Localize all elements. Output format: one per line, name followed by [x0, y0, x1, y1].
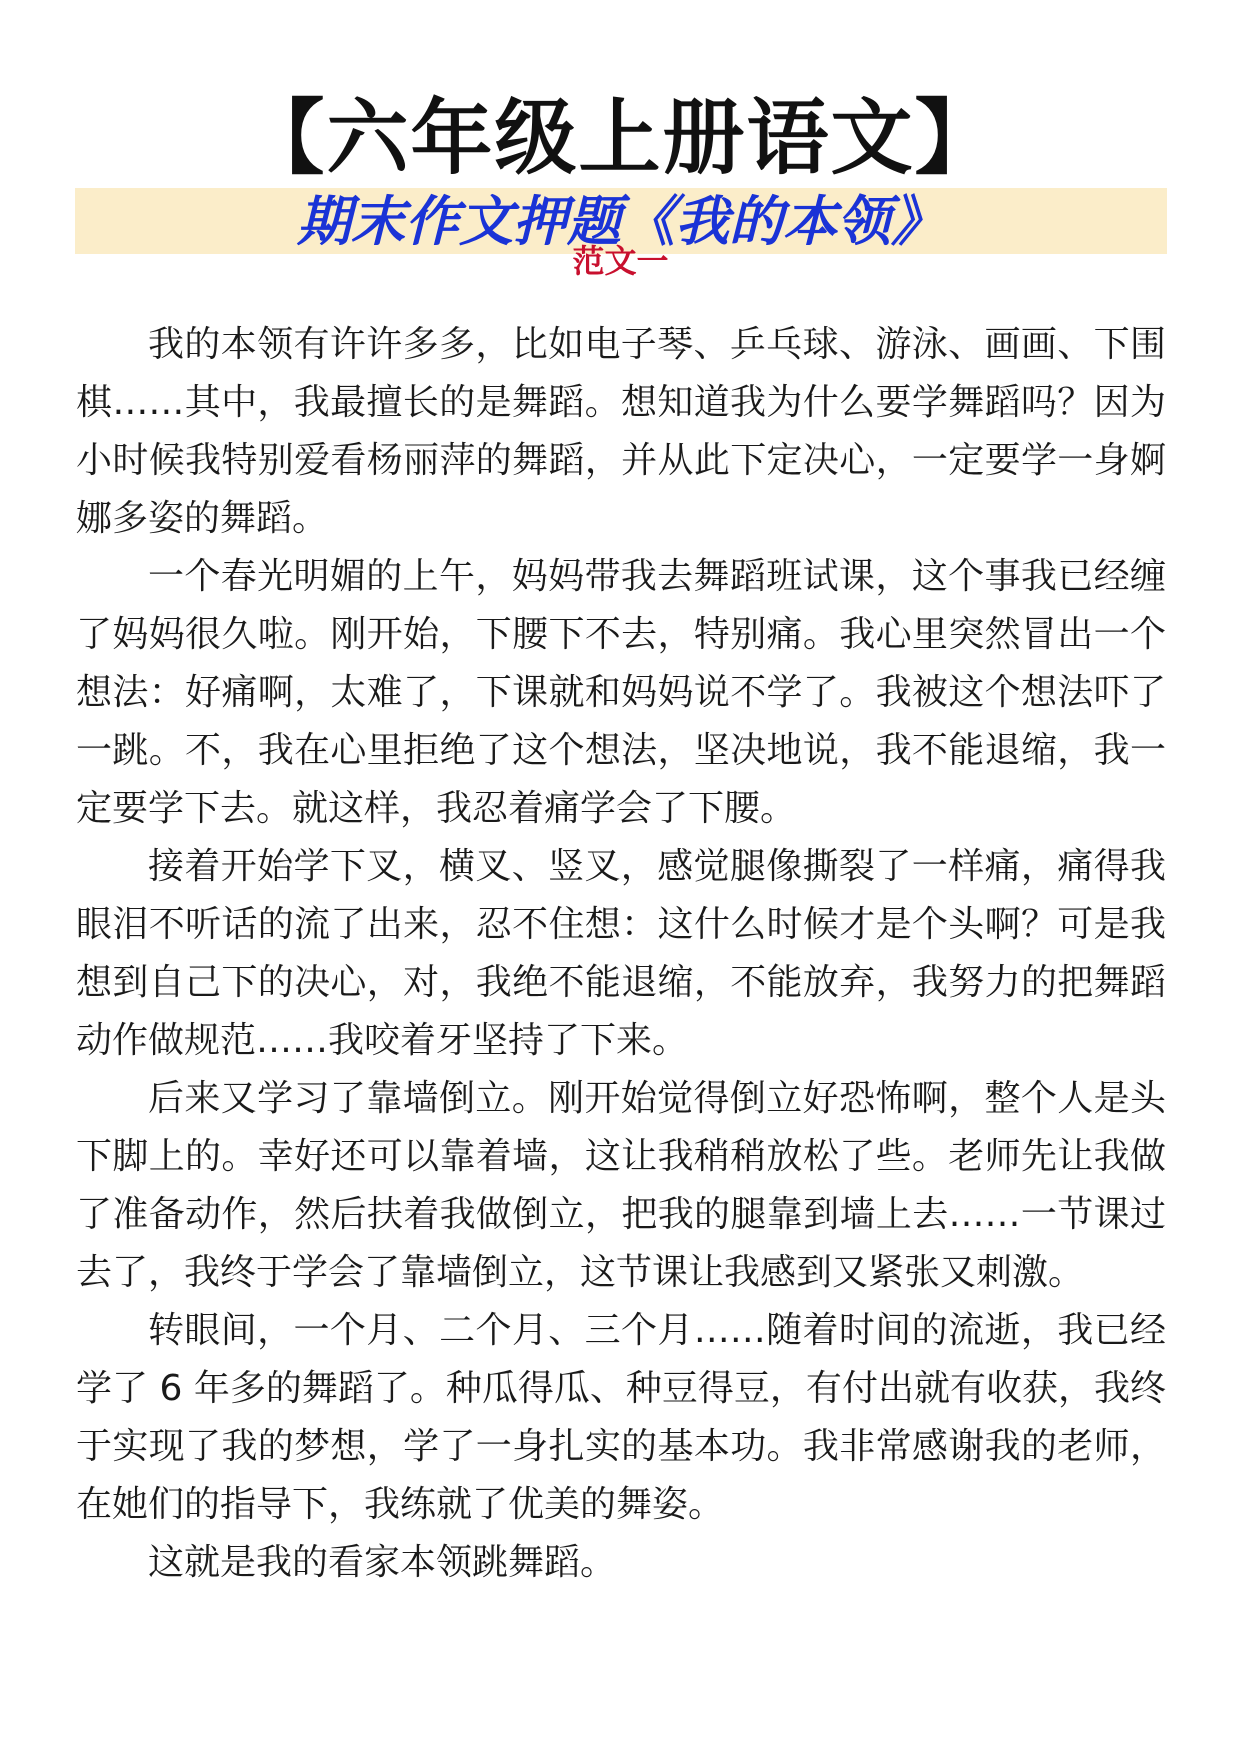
paragraph-2: 一个春光明媚的上午，妈妈带我去舞蹈班试课，这个事我已经缠了妈妈很久啦。刚开始，下腰下不去，特别痛。我心里突然冒出一个想法：好痛啊，太难了，下课就和妈妈说不学了。我被这个想法吓了一跳。不，我在心里拒绝了这个想法，坚决地说，我不能退缩，我一定要学下去。就这样，我忍着痛学会了下腰。 [76, 556, 1166, 829]
subtitle: 期末作文押题《我的本领》 [297, 189, 945, 253]
essay-body [76, 316, 1166, 1592]
essay-label: 范文一 [572, 242, 669, 280]
paragraph-1: 我的本领有许许多多，比如电子琴、乒乓球、游泳、画画、下围棋……其中，我最擅长的是舞蹈。想知道我为什么要学舞蹈吗？因为小时候我特别爱看杨丽萍的舞蹈，并从此下定决心，一定要学一身婀娜多姿的舞蹈。 [76, 324, 1166, 539]
paragraph-3: 接着开始学下叉，横叉、竖叉，感觉腿像撕裂了一样痛，痛得我眼泪不听话的流了出来，忍不住想：这什么时候才是个头啊？可是我想到自己下的决心，对，我绝不能退缩，不能放弃，我努力的把舞蹈动作做规范……我咬着牙坚持了下来。 [76, 846, 1166, 1061]
page-title: 【六年级上册语文】 [242, 90, 999, 186]
paragraph-5: 转眼间，一个月、二个月、三个月……随着时间的流逝，我已经学了 6 年多的舞蹈了。种瓜得瓜、种豆得豆，有付出就有收获，我终于实现了我的梦想，学了一身扎实的基本功。我非常感谢我的老师，在她们的指导下，我练就了优美的舞姿。 [76, 1310, 1166, 1525]
paragraph-4: 后来又学习了靠墙倒立。刚开始觉得倒立好恐怖啊，整个人是头下脚上的。幸好还可以靠着墙，这让我稍稍放松了些。老师先让我做了准备动作，然后扶着我做倒立，把我的腿靠到墙上去……一节课过去了，我终于学会了靠墙倒立，这节课让我感到又紧张又刺激。 [76, 1078, 1166, 1293]
paragraph-6: 这就是我的看家本领跳舞蹈。 [148, 1542, 617, 1583]
